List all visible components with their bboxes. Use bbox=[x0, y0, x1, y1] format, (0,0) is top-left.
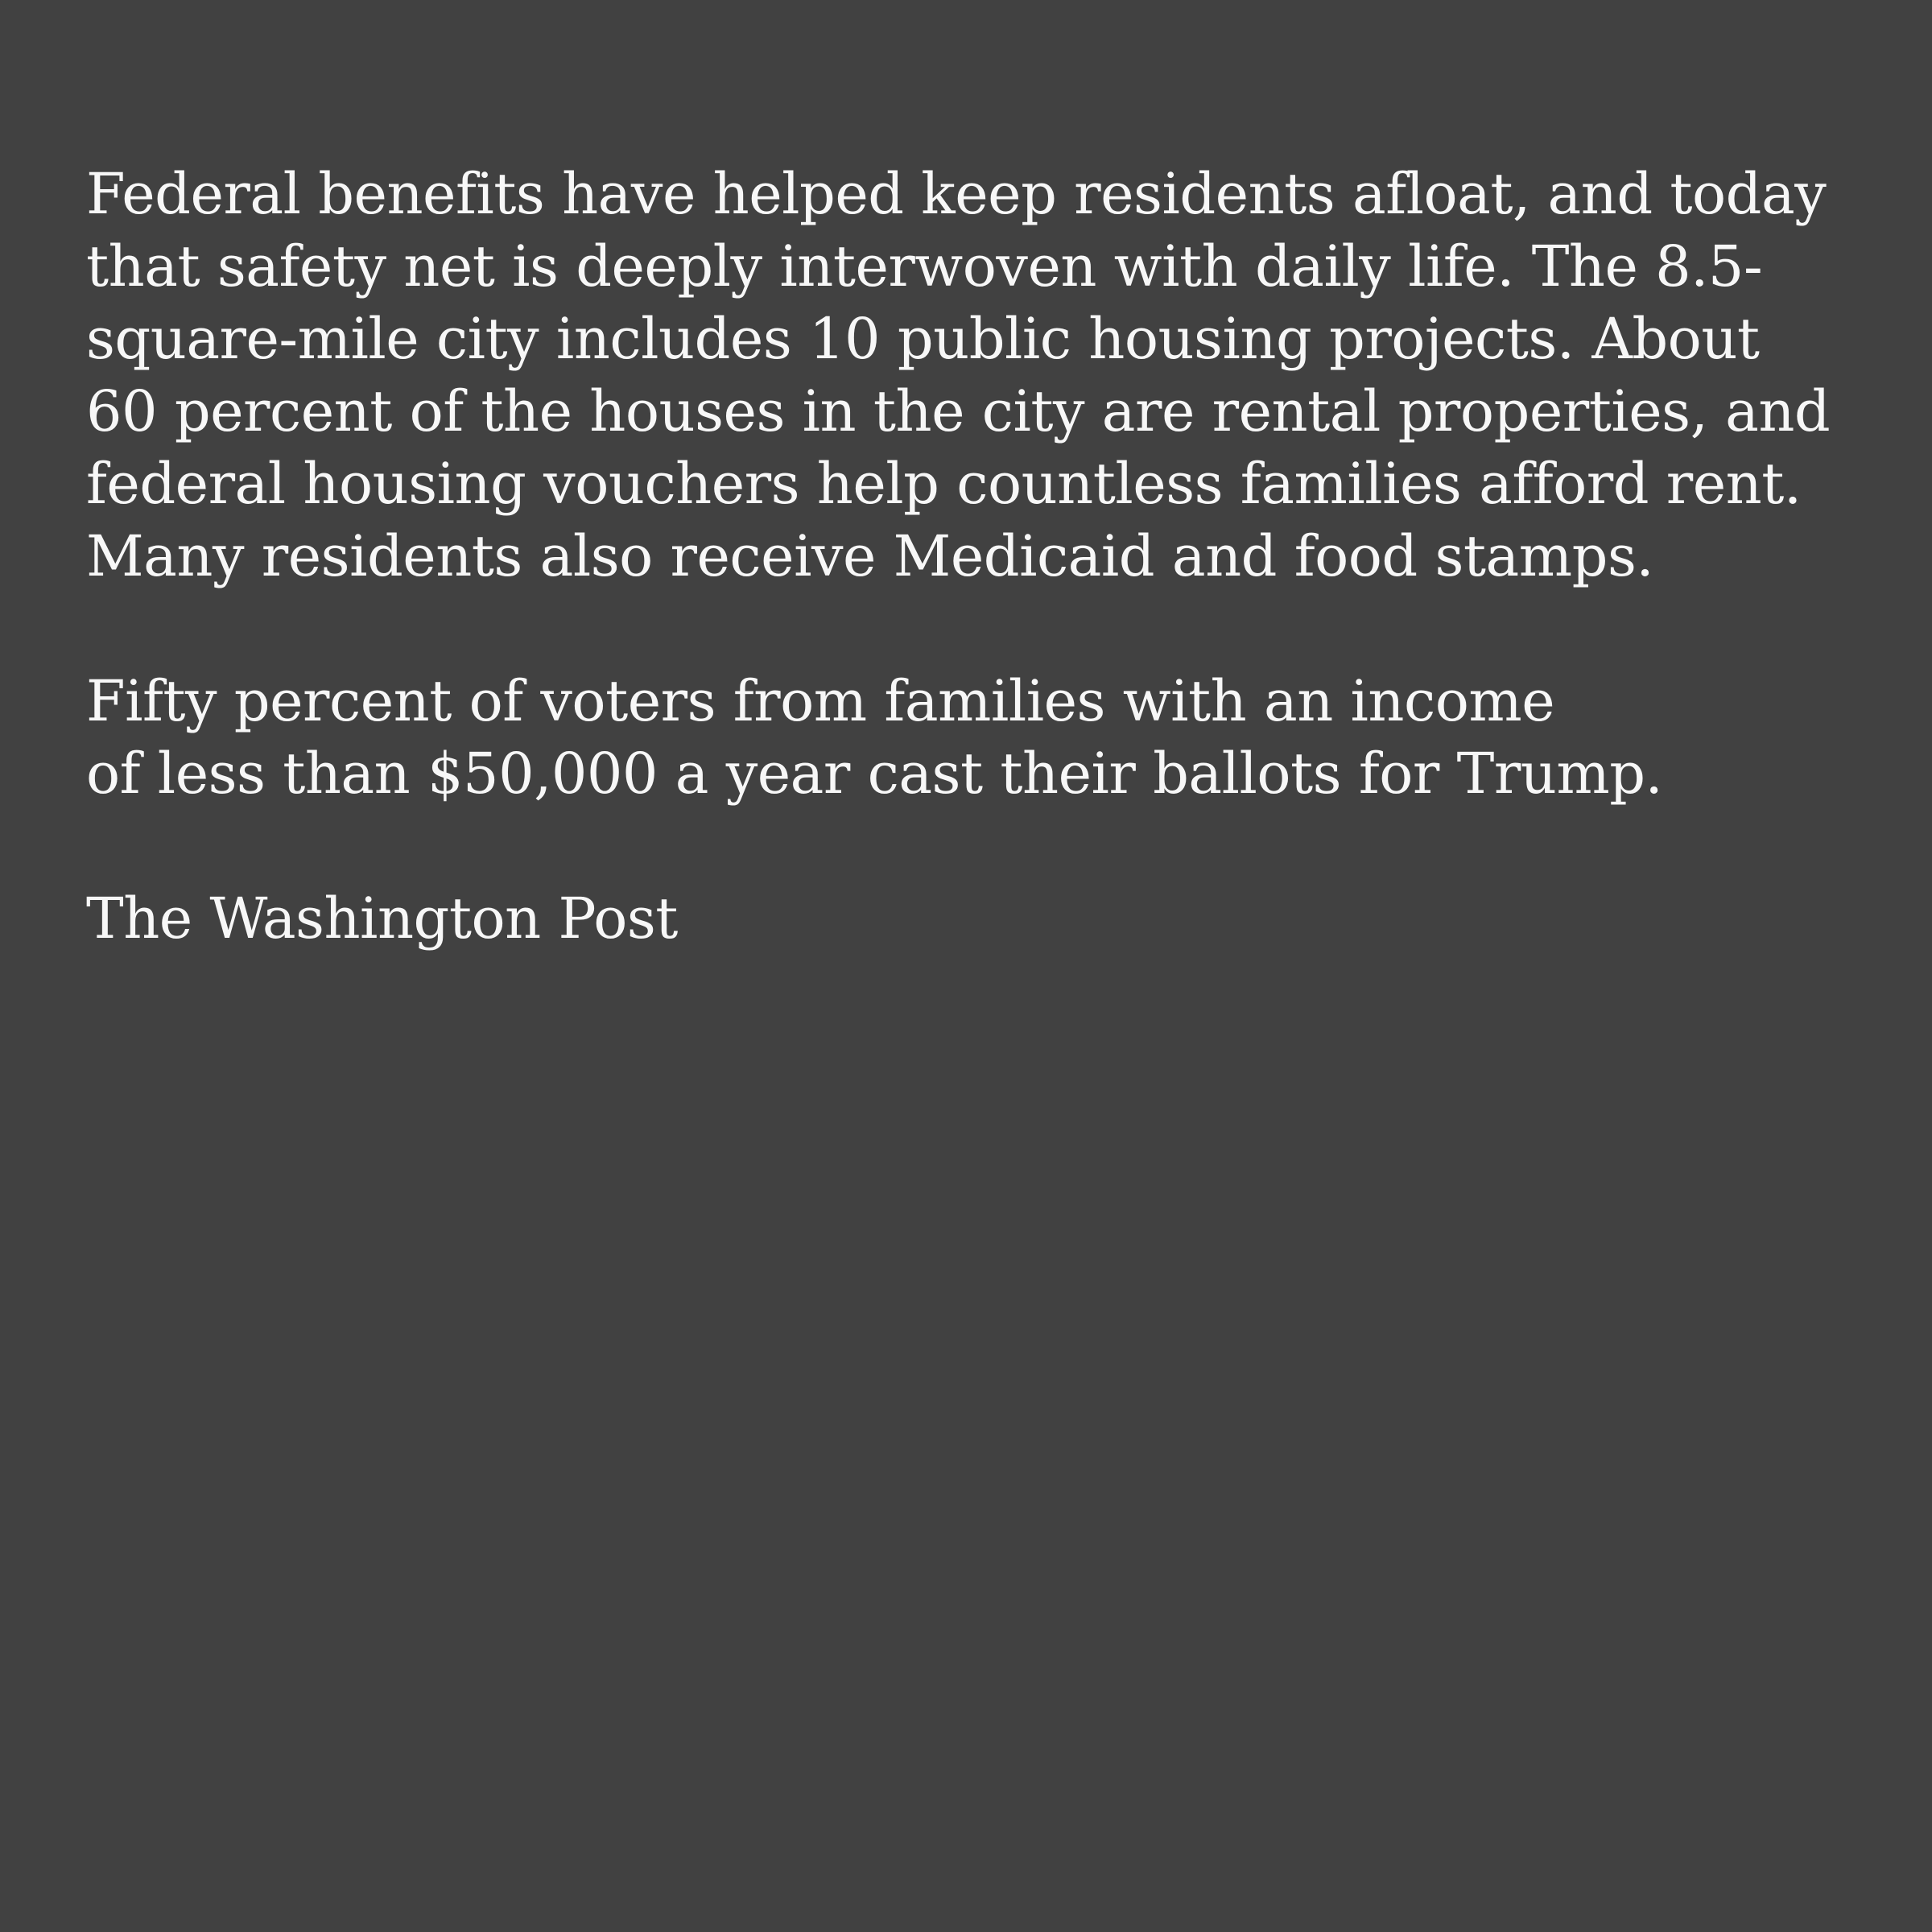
text-line: of less than $50,000 a year cast their ballots for Trump. bbox=[86, 741, 1663, 807]
paragraph-federal-benefits bbox=[86, 158, 1857, 592]
text-line: Fifty percent of voters from families with an income bbox=[86, 668, 1555, 734]
text-line: 60 percent of the houses in the city are rental properties, and bbox=[86, 378, 1831, 444]
text-line: that safety net is deeply interwoven with daily life. The 8.5- bbox=[86, 233, 1763, 299]
paragraph-voters bbox=[86, 665, 1857, 810]
text-line: Federal benefits have helped keep residents afloat, and today bbox=[86, 161, 1827, 227]
text-line: federal housing vouchers help countless families afford rent. bbox=[86, 451, 1802, 517]
quote-text bbox=[86, 158, 1857, 955]
source-attribution bbox=[86, 882, 1857, 955]
text-line: square-mile city includes 10 public housing projects. About bbox=[86, 306, 1760, 372]
text-line: Many residents also receive Medicaid and food stamps. bbox=[86, 523, 1654, 589]
source-name: The Washington Post bbox=[86, 886, 678, 952]
